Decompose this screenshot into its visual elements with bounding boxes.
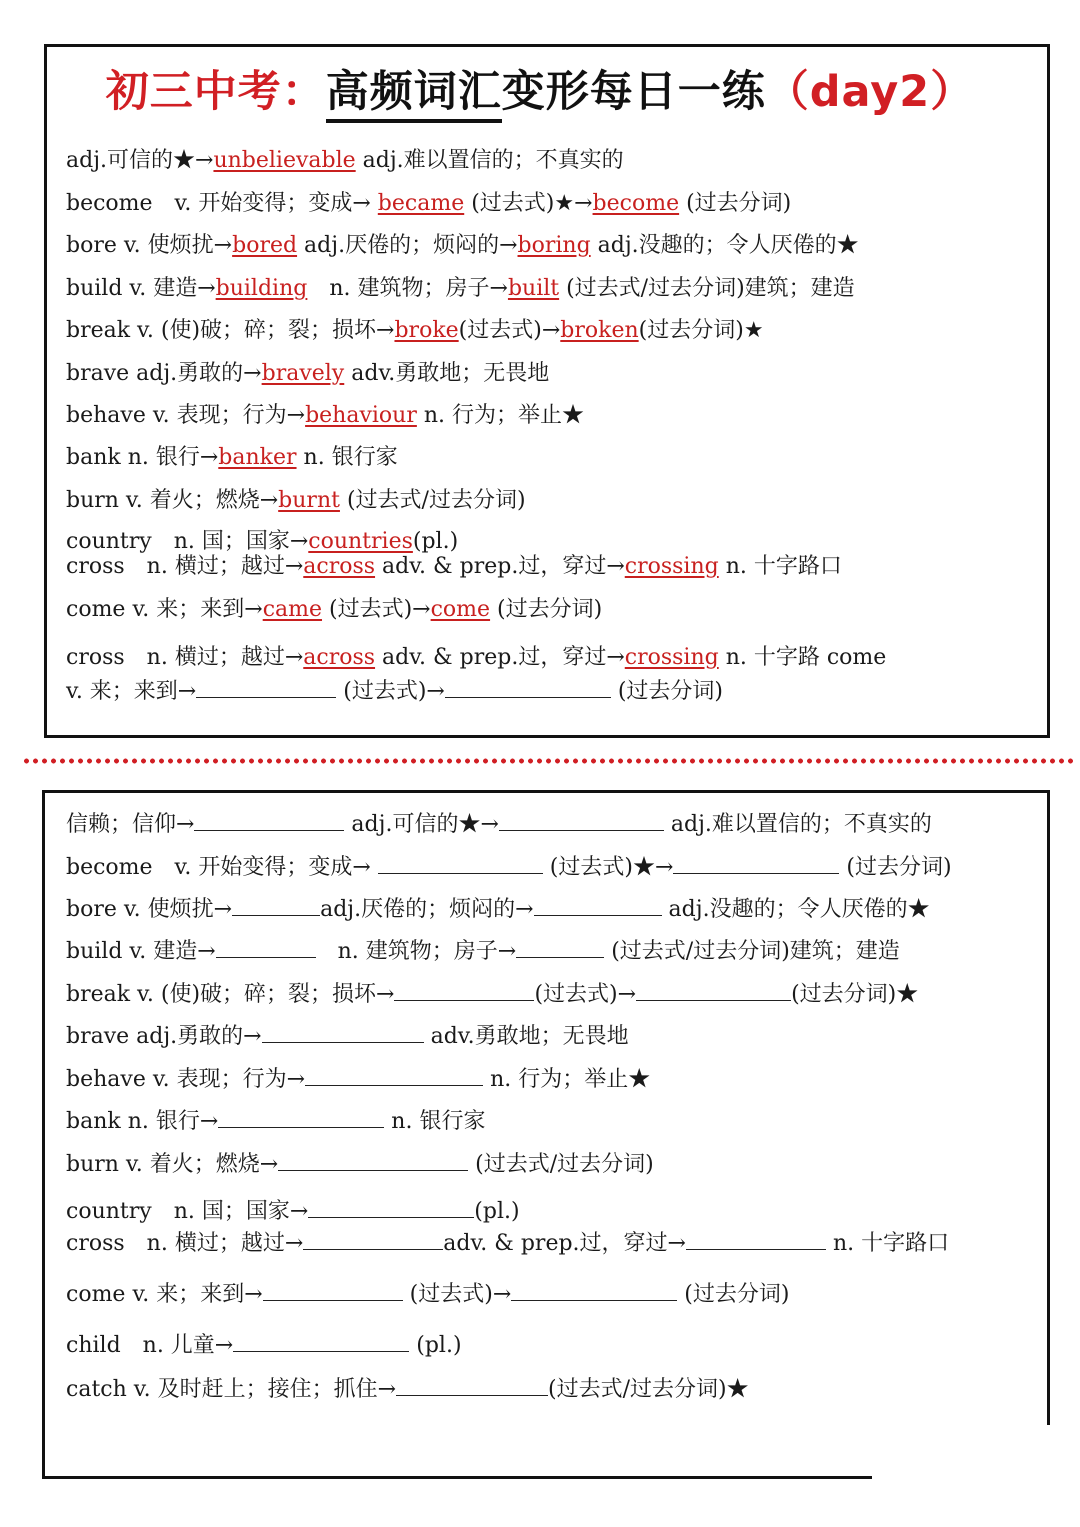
line-text: (过去式/过去分词)建筑；建造 — [559, 276, 855, 301]
answer: crossing — [624, 645, 719, 670]
top-line-12 — [66, 596, 602, 624]
line-text: (过去分词) — [839, 855, 952, 880]
line-text: (过去式/过去分词) — [339, 488, 526, 513]
answer: across — [303, 554, 376, 579]
line-text: burn v. 着火；燃烧→ — [66, 1152, 279, 1177]
blank[interactable] — [216, 937, 316, 958]
bottom-line-2 — [66, 853, 952, 882]
line-text: cross n. 横过；越过→ — [66, 554, 304, 579]
top-line-3 — [66, 232, 859, 260]
line-text: adj.可信的★→ — [66, 148, 214, 173]
answer: become — [592, 191, 680, 216]
top-line-4 — [66, 275, 855, 303]
line-text: adv.勇敢地；无畏地 — [344, 361, 550, 386]
bottom-line-12 — [66, 1280, 789, 1309]
line-text: n. 银行家 — [384, 1109, 486, 1134]
blank[interactable] — [194, 810, 344, 831]
bottom-line-1 — [66, 810, 932, 839]
answer: came — [262, 597, 323, 622]
line-text: v. 来；来到→ — [66, 679, 197, 704]
line-text: (过去式)→ — [402, 1282, 512, 1307]
line-text: bore v. 使烦扰→ — [66, 233, 233, 258]
line-text: adj.没趣的；令人厌倦的★ — [590, 233, 859, 258]
line-text: (过去式/过去分词)建筑；建造 — [604, 939, 900, 964]
line-text: cross n. 横过；越过→ — [66, 645, 304, 670]
line-text: (过去式)→ — [336, 679, 445, 704]
answer: broke — [394, 318, 459, 343]
line-text: country n. 国；国家→ — [66, 1199, 309, 1224]
line-text: (pl.) — [412, 529, 459, 554]
bottom-line-11 — [66, 1229, 949, 1258]
answer: unbelievable — [213, 148, 356, 173]
line-text: n. 建筑物；房子→ — [315, 939, 517, 964]
top-line-7 — [66, 402, 584, 430]
blank[interactable] — [278, 1150, 468, 1171]
line-text: adj.厌倦的；烦闷的→ — [320, 897, 534, 922]
top-line-6 — [66, 360, 549, 388]
line-text: burn v. 着火；燃烧→ — [66, 488, 279, 513]
blank[interactable] — [396, 1375, 548, 1396]
line-text: adj.可信的★→ — [344, 812, 499, 837]
top-line-5 — [66, 317, 764, 345]
line-text: behave v. 表现；行为→ — [66, 403, 306, 428]
line-text: (过去式)→ — [458, 318, 561, 343]
top-line-11 — [66, 553, 842, 581]
line-text: n. 建筑物；房子→ — [307, 276, 508, 301]
line-text: adv. & prep.过，穿过→ — [375, 554, 625, 579]
line-text: 信赖；信仰→ — [66, 812, 195, 837]
blank[interactable] — [516, 937, 604, 958]
bottom-line-5 — [66, 980, 918, 1009]
line-text: (过去分词) — [490, 597, 603, 622]
bottom-line-9 — [66, 1150, 654, 1179]
answer: crossing — [624, 554, 719, 579]
blank[interactable] — [636, 980, 791, 1001]
blank[interactable] — [303, 1229, 443, 1250]
line-text: (过去式)→ — [534, 982, 637, 1007]
line-text: child n. 儿童→ — [66, 1333, 234, 1358]
bottom-line-10 — [66, 1197, 520, 1226]
line-text: brave adj.勇敢的→ — [66, 361, 262, 386]
line-text: n. 行为；举止★ — [416, 403, 585, 428]
answer: come — [430, 597, 491, 622]
bottom-line-14 — [66, 1375, 749, 1404]
title-main: 高频词汇 — [326, 67, 502, 123]
bottom-line-4 — [66, 937, 900, 966]
line-text: build v. 建造→ — [66, 939, 216, 964]
line-text: n. 十字路 come — [718, 645, 887, 670]
answer: bravely — [261, 361, 345, 386]
blank[interactable] — [686, 1229, 826, 1250]
top-line-2 — [66, 190, 791, 218]
blank[interactable] — [308, 1197, 474, 1218]
line-text: break v. (使)破；碎；裂；损坏→ — [66, 318, 395, 343]
blank[interactable] — [218, 1107, 384, 1128]
blank[interactable] — [305, 1065, 483, 1086]
blank[interactable] — [511, 1280, 677, 1301]
line-text: country n. 国；国家→ — [66, 529, 309, 554]
title-prefix: 初三中考： — [105, 67, 326, 117]
top-line-13 — [66, 644, 886, 672]
line-text: bank n. 银行→ — [66, 1109, 219, 1134]
title-main-tail: 变形每日一练 — [501, 67, 766, 117]
line-text: behave v. 表现；行为→ — [66, 1067, 306, 1092]
answer: boring — [517, 233, 591, 258]
blank[interactable] — [233, 1331, 409, 1352]
line-text: n. 十字路口 — [718, 554, 842, 579]
blank[interactable] — [445, 677, 611, 698]
answer: countries — [308, 529, 413, 554]
line-text: (pl.) — [474, 1199, 520, 1224]
line-text: adv. & prep.过，穿过→ — [375, 645, 625, 670]
line-text: catch v. 及时赶上；接住；抓住→ — [66, 1377, 397, 1402]
line-text: brave adj.勇敢的→ — [66, 1024, 262, 1049]
blank[interactable] — [262, 1022, 424, 1043]
line-text: (过去分词)★ — [638, 318, 764, 343]
bottom-line-3 — [66, 895, 930, 924]
dotted-divider — [22, 758, 1074, 764]
line-text: n. 行为；举止★ — [483, 1067, 651, 1092]
blank[interactable] — [499, 810, 664, 831]
top-line-10 — [66, 528, 458, 556]
answer: behaviour — [305, 403, 417, 428]
answer: became — [377, 191, 465, 216]
line-text: (过去分词) — [610, 679, 724, 704]
bottom-line-7 — [66, 1065, 650, 1094]
line-text: come v. 来；来到→ — [66, 1282, 263, 1307]
blank[interactable] — [534, 895, 662, 916]
top-line-1 — [66, 147, 624, 175]
line-text: (过去分词)★ — [791, 982, 919, 1007]
line-text: n. 银行家 — [296, 445, 398, 470]
top-line-8 — [66, 444, 398, 472]
line-text: adv.勇敢地；无畏地 — [423, 1024, 629, 1049]
answer: building — [215, 276, 308, 301]
line-text: become v. 开始变得；变成→ — [66, 191, 378, 216]
line-text: (过去式/过去分词) — [468, 1152, 654, 1177]
line-text: build v. 建造→ — [66, 276, 216, 301]
answer: broken — [560, 318, 639, 343]
title-suffix: （day2） — [765, 67, 975, 117]
line-text: n. 十字路口 — [825, 1231, 950, 1256]
line-text: bore v. 使烦扰→ — [66, 897, 233, 922]
answer: across — [303, 645, 376, 670]
line-text: adv. & prep.过，穿过→ — [443, 1231, 686, 1256]
line-text: (过去式/过去分词)★ — [548, 1377, 749, 1402]
answer: bored — [232, 233, 298, 258]
line-text: (pl.) — [409, 1333, 462, 1358]
bottom-line-8 — [66, 1107, 485, 1136]
blank[interactable] — [673, 853, 839, 874]
answer: built — [507, 276, 560, 301]
top-line-9 — [66, 487, 526, 515]
bottom-line-6 — [66, 1022, 629, 1051]
line-text: adj.没趣的；令人厌倦的★ — [661, 897, 930, 922]
line-text: adj.难以置信的；不真实的 — [355, 148, 624, 173]
line-text: (过去分词) — [679, 191, 792, 216]
line-text: bank n. 银行→ — [66, 445, 219, 470]
answer: banker — [218, 445, 297, 470]
blank[interactable] — [394, 980, 534, 1001]
blank[interactable] — [196, 677, 336, 698]
line-text: cross n. 横过；越过→ — [66, 1231, 304, 1256]
line-text: break v. (使)破；碎；裂；损坏→ — [66, 982, 395, 1007]
line-text: become v. 开始变得；变成→ — [66, 855, 378, 880]
blank[interactable] — [232, 895, 320, 916]
answer: burnt — [278, 488, 340, 513]
line-text: (过去式)★→ — [464, 191, 593, 216]
line-text: adj.难以置信的；不真实的 — [663, 812, 932, 837]
line-text: (过去式)★→ — [542, 855, 674, 880]
line-text: (过去式)→ — [322, 597, 431, 622]
blank[interactable] — [263, 1280, 403, 1301]
blank[interactable] — [378, 853, 543, 874]
line-text: adj.厌倦的；烦闷的→ — [297, 233, 518, 258]
top-line-14 — [66, 677, 723, 706]
line-text: come v. 来；来到→ — [66, 597, 263, 622]
line-text: (过去分词) — [677, 1282, 790, 1307]
bottom-line-13 — [66, 1331, 462, 1360]
